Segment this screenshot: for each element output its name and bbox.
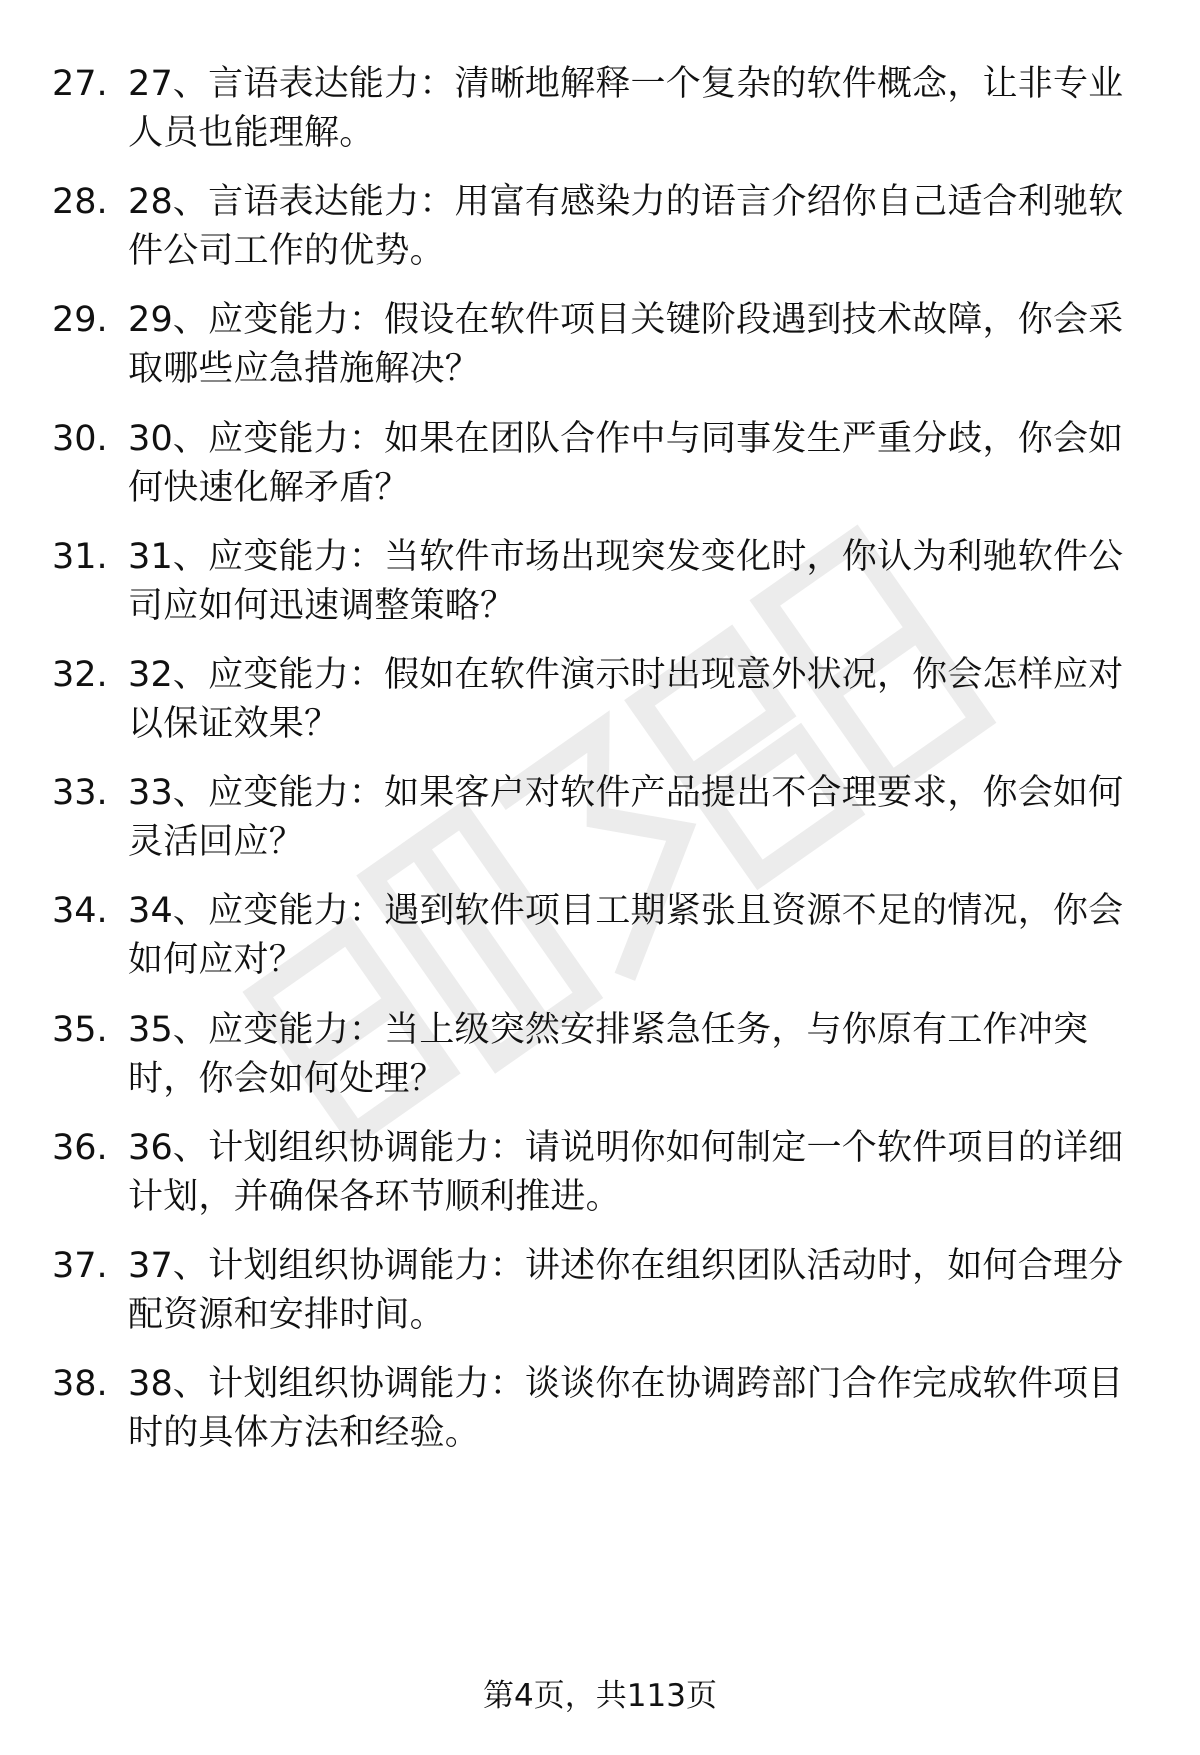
question-item [52, 296, 1152, 394]
question-number: 35. [52, 1010, 108, 1050]
question-item [52, 651, 1152, 749]
question-item [52, 1006, 1152, 1104]
question-item [52, 769, 1152, 867]
question-text: 28、言语表达能力：用富有感染力的语言介绍你自己适合利驰软 件公司工作的优势。 [128, 182, 1124, 271]
question-item [52, 887, 1152, 985]
question-number: 34. [52, 891, 108, 931]
question-number: 31. [52, 537, 108, 577]
question-item [52, 178, 1152, 276]
question-text: 29、应变能力：假设在软件项目关键阶段遇到技术故障，你会采 取哪些应急措施解决？ [128, 300, 1124, 389]
question-item [52, 1360, 1152, 1458]
question-item [52, 1242, 1152, 1340]
page-footer: 第4页，共113页 [483, 1678, 717, 1714]
question-item [52, 60, 1152, 158]
question-text: 36、计划组织协调能力：请说明你如何制定一个软件项目的详细 计划，并确保各环节顺利推进。 [128, 1128, 1124, 1217]
question-number: 27. [52, 64, 108, 104]
question-text: 34、应变能力：遇到软件项目工期紧张且资源不足的情况，你会 如何应对？ [128, 891, 1124, 980]
question-item [52, 1124, 1152, 1222]
question-number: 36. [52, 1128, 108, 1168]
question-number: 37. [52, 1246, 108, 1286]
question-number: 28. [52, 182, 108, 222]
question-text: 38、计划组织协调能力：谈谈你在协调跨部门合作完成软件项目 时的具体方法和经验。 [128, 1364, 1124, 1453]
question-text: 30、应变能力：如果在团队合作中与同事发生严重分歧，你会如 何快速化解矛盾？ [128, 419, 1124, 508]
question-number: 29. [52, 300, 108, 340]
question-item [52, 533, 1152, 631]
question-text: 35、应变能力：当上级突然安排紧急任务，与你原有工作冲突 时，你会如何处理？ [128, 1010, 1089, 1099]
question-item [52, 415, 1152, 513]
question-number: 32. [52, 655, 108, 695]
question-number: 33. [52, 773, 108, 813]
question-text: 27、言语表达能力：清晰地解释一个复杂的软件概念，让非专业 人员也能理解。 [128, 64, 1124, 153]
question-text: 32、应变能力：假如在软件演示时出现意外状况，你会怎样应对 以保证效果？ [128, 655, 1124, 744]
question-text: 37、计划组织协调能力：讲述你在组织团队活动时，如何合理分 配资源和安排时间。 [128, 1246, 1124, 1335]
question-number: 30. [52, 419, 108, 459]
question-text: 33、应变能力：如果客户对软件产品提出不合理要求，你会如何 灵活回应？ [128, 773, 1124, 862]
question-number: 38. [52, 1364, 108, 1404]
question-text: 31、应变能力：当软件市场出现突发变化时，你认为利驰软件公 司应如何迅速调整策略？ [128, 537, 1124, 626]
